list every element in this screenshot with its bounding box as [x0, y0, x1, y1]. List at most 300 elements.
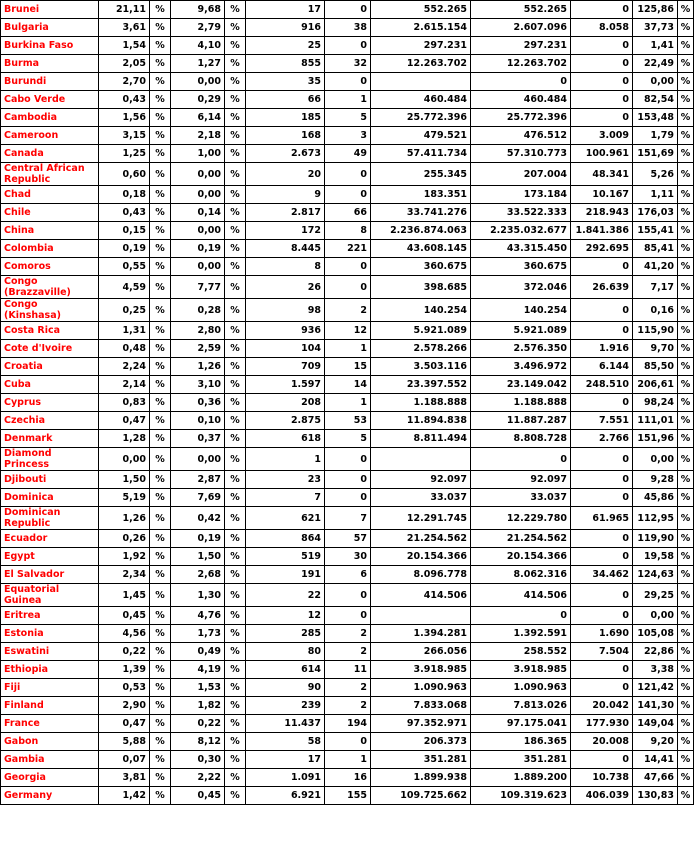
total-cell: 552.265: [371, 1, 471, 19]
count-a-cell: 2.875: [246, 412, 325, 430]
ratio-cell: 111,01: [633, 412, 678, 430]
ratio-cell: 176,03: [633, 204, 678, 222]
rate-b-cell: 0,45: [171, 787, 225, 805]
total-cell: 2.615.154: [371, 19, 471, 37]
ratio-cell: 0,00: [633, 73, 678, 91]
total-cell: 12.291.745: [371, 507, 471, 530]
part-cell: 12.229.780: [471, 507, 571, 530]
pct-a-cell: %: [150, 376, 171, 394]
pct-b-cell: %: [225, 643, 246, 661]
pct-a-cell: %: [150, 697, 171, 715]
total-cell: 360.675: [371, 258, 471, 276]
pct-b-cell: %: [225, 240, 246, 258]
part-cell: 92.097: [471, 471, 571, 489]
rate-b-cell: 2,59: [171, 340, 225, 358]
country-cell: Diamond Princess: [1, 448, 99, 471]
count-a-cell: 618: [246, 430, 325, 448]
country-cell: Comoros: [1, 258, 99, 276]
part-cell: 372.046: [471, 276, 571, 299]
rate-b-cell: 2,18: [171, 127, 225, 145]
pct-c-cell: %: [678, 73, 694, 91]
total-cell: 3.918.985: [371, 661, 471, 679]
count-a-cell: 2.817: [246, 204, 325, 222]
rate-b-cell: 0,49: [171, 643, 225, 661]
part-cell: 2.235.032.677: [471, 222, 571, 240]
remaining-cell: 0: [571, 751, 633, 769]
total-cell: 20.154.366: [371, 548, 471, 566]
count-b-cell: 30: [325, 548, 371, 566]
rate-b-cell: 2,80: [171, 322, 225, 340]
pct-c-cell: %: [678, 358, 694, 376]
table-row: [1, 566, 694, 584]
total-cell: 1.090.963: [371, 679, 471, 697]
rate-b-cell: 0,00: [171, 222, 225, 240]
rate-a-cell: 21,11: [99, 1, 150, 19]
pct-c-cell: %: [678, 204, 694, 222]
table-row: [1, 186, 694, 204]
count-b-cell: 0: [325, 73, 371, 91]
country-cell: Equatorial Guinea: [1, 584, 99, 607]
count-a-cell: 23: [246, 471, 325, 489]
count-a-cell: 208: [246, 394, 325, 412]
pct-c-cell: %: [678, 186, 694, 204]
total-cell: 2.578.266: [371, 340, 471, 358]
total-cell: 7.833.068: [371, 697, 471, 715]
pct-a-cell: %: [150, 394, 171, 412]
count-b-cell: 5: [325, 430, 371, 448]
rate-b-cell: 1,53: [171, 679, 225, 697]
table-row: [1, 679, 694, 697]
country-cell: France: [1, 715, 99, 733]
remaining-cell: 0: [571, 73, 633, 91]
ratio-cell: 121,42: [633, 679, 678, 697]
rate-a-cell: 0,22: [99, 643, 150, 661]
table-row: [1, 127, 694, 145]
ratio-cell: 149,04: [633, 715, 678, 733]
table-row: [1, 643, 694, 661]
rate-a-cell: 1,31: [99, 322, 150, 340]
table-row: [1, 548, 694, 566]
total-cell: 414.506: [371, 584, 471, 607]
remaining-cell: 1.690: [571, 625, 633, 643]
rate-a-cell: 0,07: [99, 751, 150, 769]
ratio-cell: 0,00: [633, 448, 678, 471]
pct-a-cell: %: [150, 661, 171, 679]
count-a-cell: 864: [246, 530, 325, 548]
pct-a-cell: %: [150, 448, 171, 471]
total-cell: 33.037: [371, 489, 471, 507]
pct-b-cell: %: [225, 127, 246, 145]
table-row: [1, 299, 694, 322]
rate-a-cell: 3,81: [99, 769, 150, 787]
rate-b-cell: 4,19: [171, 661, 225, 679]
total-cell: [371, 448, 471, 471]
pct-a-cell: %: [150, 715, 171, 733]
country-cell: Georgia: [1, 769, 99, 787]
country-cell: Chile: [1, 204, 99, 222]
remaining-cell: 20.042: [571, 697, 633, 715]
rate-b-cell: 0,19: [171, 530, 225, 548]
count-a-cell: 98: [246, 299, 325, 322]
part-cell: 140.254: [471, 299, 571, 322]
count-a-cell: 66: [246, 91, 325, 109]
count-a-cell: 709: [246, 358, 325, 376]
table-row: [1, 1, 694, 19]
total-cell: 479.521: [371, 127, 471, 145]
remaining-cell: 100.961: [571, 145, 633, 163]
rate-b-cell: 1,50: [171, 548, 225, 566]
rate-a-cell: 0,19: [99, 240, 150, 258]
remaining-cell: 6.144: [571, 358, 633, 376]
total-cell: 11.894.838: [371, 412, 471, 430]
ratio-cell: 29,25: [633, 584, 678, 607]
pct-c-cell: %: [678, 607, 694, 625]
ratio-cell: 155,41: [633, 222, 678, 240]
count-a-cell: 20: [246, 163, 325, 186]
pct-b-cell: %: [225, 715, 246, 733]
count-a-cell: 12: [246, 607, 325, 625]
count-a-cell: 916: [246, 19, 325, 37]
table-row: [1, 471, 694, 489]
rate-b-cell: 1,27: [171, 55, 225, 73]
count-b-cell: 0: [325, 489, 371, 507]
pct-b-cell: %: [225, 222, 246, 240]
ratio-cell: 19,58: [633, 548, 678, 566]
table-row: [1, 394, 694, 412]
rate-a-cell: 4,56: [99, 625, 150, 643]
count-b-cell: 0: [325, 258, 371, 276]
ratio-cell: 124,63: [633, 566, 678, 584]
remaining-cell: 406.039: [571, 787, 633, 805]
count-b-cell: 221: [325, 240, 371, 258]
rate-a-cell: 0,60: [99, 163, 150, 186]
pct-b-cell: %: [225, 471, 246, 489]
table-row: [1, 204, 694, 222]
part-cell: 8.808.728: [471, 430, 571, 448]
rate-a-cell: 0,53: [99, 679, 150, 697]
part-cell: 33.037: [471, 489, 571, 507]
remaining-cell: 0: [571, 530, 633, 548]
total-cell: 398.685: [371, 276, 471, 299]
part-cell: 1.889.200: [471, 769, 571, 787]
count-b-cell: 0: [325, 163, 371, 186]
total-cell: 1.394.281: [371, 625, 471, 643]
table-row: [1, 448, 694, 471]
pct-a-cell: %: [150, 607, 171, 625]
pct-c-cell: %: [678, 340, 694, 358]
pct-a-cell: %: [150, 643, 171, 661]
count-a-cell: 104: [246, 340, 325, 358]
country-cell: Djibouti: [1, 471, 99, 489]
rate-a-cell: 0,25: [99, 299, 150, 322]
pct-c-cell: %: [678, 584, 694, 607]
pct-a-cell: %: [150, 625, 171, 643]
part-cell: 351.281: [471, 751, 571, 769]
total-cell: 140.254: [371, 299, 471, 322]
pct-a-cell: %: [150, 186, 171, 204]
table-row: [1, 584, 694, 607]
rate-a-cell: 0,45: [99, 607, 150, 625]
pct-c-cell: %: [678, 412, 694, 430]
count-b-cell: 2: [325, 697, 371, 715]
count-b-cell: 57: [325, 530, 371, 548]
rate-b-cell: 0,22: [171, 715, 225, 733]
count-a-cell: 25: [246, 37, 325, 55]
table-row: [1, 163, 694, 186]
pct-a-cell: %: [150, 471, 171, 489]
count-a-cell: 855: [246, 55, 325, 73]
ratio-cell: 85,50: [633, 358, 678, 376]
total-cell: [371, 607, 471, 625]
rate-b-cell: 0,00: [171, 448, 225, 471]
country-cell: Egypt: [1, 548, 99, 566]
pct-b-cell: %: [225, 19, 246, 37]
pct-c-cell: %: [678, 715, 694, 733]
table-row: [1, 240, 694, 258]
ratio-cell: 82,54: [633, 91, 678, 109]
count-a-cell: 621: [246, 507, 325, 530]
rate-b-cell: 7,69: [171, 489, 225, 507]
count-b-cell: 0: [325, 607, 371, 625]
rate-b-cell: 0,00: [171, 258, 225, 276]
pct-a-cell: %: [150, 412, 171, 430]
count-b-cell: 1: [325, 394, 371, 412]
part-cell: 0: [471, 607, 571, 625]
ratio-cell: 115,90: [633, 322, 678, 340]
pct-b-cell: %: [225, 507, 246, 530]
pct-c-cell: %: [678, 55, 694, 73]
part-cell: 1.090.963: [471, 679, 571, 697]
table-row: [1, 340, 694, 358]
rate-b-cell: 6,14: [171, 109, 225, 127]
pct-c-cell: %: [678, 733, 694, 751]
total-cell: 33.741.276: [371, 204, 471, 222]
table-row: [1, 625, 694, 643]
count-a-cell: 90: [246, 679, 325, 697]
rate-a-cell: 0,48: [99, 340, 150, 358]
part-cell: 7.813.026: [471, 697, 571, 715]
remaining-cell: 0: [571, 448, 633, 471]
total-cell: 5.921.089: [371, 322, 471, 340]
table-row: [1, 145, 694, 163]
count-b-cell: 15: [325, 358, 371, 376]
country-cell: Burkina Faso: [1, 37, 99, 55]
table-row: [1, 751, 694, 769]
country-cell: Costa Rica: [1, 322, 99, 340]
table-row: [1, 37, 694, 55]
count-a-cell: 191: [246, 566, 325, 584]
pct-b-cell: %: [225, 394, 246, 412]
rate-a-cell: 1,25: [99, 145, 150, 163]
pct-b-cell: %: [225, 340, 246, 358]
ratio-cell: 153,48: [633, 109, 678, 127]
pct-b-cell: %: [225, 566, 246, 584]
part-cell: 25.772.396: [471, 109, 571, 127]
table-row: [1, 55, 694, 73]
pct-c-cell: %: [678, 507, 694, 530]
rate-a-cell: 5,19: [99, 489, 150, 507]
count-b-cell: 1: [325, 751, 371, 769]
rate-a-cell: 1,39: [99, 661, 150, 679]
count-b-cell: 5: [325, 109, 371, 127]
part-cell: 109.319.623: [471, 787, 571, 805]
count-b-cell: 194: [325, 715, 371, 733]
table-row: [1, 489, 694, 507]
remaining-cell: 7.551: [571, 412, 633, 430]
country-cell: Dominica: [1, 489, 99, 507]
pct-c-cell: %: [678, 530, 694, 548]
part-cell: 8.062.316: [471, 566, 571, 584]
rate-a-cell: 1,50: [99, 471, 150, 489]
pct-c-cell: %: [678, 643, 694, 661]
part-cell: 2.576.350: [471, 340, 571, 358]
count-b-cell: 2: [325, 299, 371, 322]
pct-c-cell: %: [678, 109, 694, 127]
table-row: [1, 769, 694, 787]
ratio-cell: 1,79: [633, 127, 678, 145]
remaining-cell: 10.738: [571, 769, 633, 787]
rate-b-cell: 1,26: [171, 358, 225, 376]
rate-b-cell: 9,68: [171, 1, 225, 19]
pct-c-cell: %: [678, 394, 694, 412]
country-cell: Czechia: [1, 412, 99, 430]
part-cell: 23.149.042: [471, 376, 571, 394]
part-cell: 33.522.333: [471, 204, 571, 222]
table-row: [1, 276, 694, 299]
remaining-cell: 292.695: [571, 240, 633, 258]
rate-a-cell: 2,05: [99, 55, 150, 73]
total-cell: 3.503.116: [371, 358, 471, 376]
rate-b-cell: 2,22: [171, 769, 225, 787]
remaining-cell: 8.058: [571, 19, 633, 37]
rate-a-cell: 1,92: [99, 548, 150, 566]
remaining-cell: 0: [571, 584, 633, 607]
count-a-cell: 285: [246, 625, 325, 643]
table-row: [1, 19, 694, 37]
remaining-cell: 0: [571, 299, 633, 322]
rate-b-cell: 2,68: [171, 566, 225, 584]
pct-c-cell: %: [678, 19, 694, 37]
ratio-cell: 45,86: [633, 489, 678, 507]
part-cell: 57.310.773: [471, 145, 571, 163]
country-cell: Germany: [1, 787, 99, 805]
remaining-cell: 0: [571, 322, 633, 340]
country-cell: Denmark: [1, 430, 99, 448]
pct-a-cell: %: [150, 109, 171, 127]
pct-a-cell: %: [150, 548, 171, 566]
total-cell: 8.096.778: [371, 566, 471, 584]
pct-a-cell: %: [150, 163, 171, 186]
pct-a-cell: %: [150, 276, 171, 299]
rate-b-cell: 0,19: [171, 240, 225, 258]
rate-a-cell: 0,43: [99, 204, 150, 222]
remaining-cell: 7.504: [571, 643, 633, 661]
pct-b-cell: %: [225, 412, 246, 430]
part-cell: 414.506: [471, 584, 571, 607]
pct-a-cell: %: [150, 91, 171, 109]
rate-b-cell: 4,10: [171, 37, 225, 55]
country-cell: Burundi: [1, 73, 99, 91]
country-cell: Brunei: [1, 1, 99, 19]
country-cell: Fiji: [1, 679, 99, 697]
country-cell: Eritrea: [1, 607, 99, 625]
pct-b-cell: %: [225, 661, 246, 679]
pct-b-cell: %: [225, 530, 246, 548]
pct-a-cell: %: [150, 751, 171, 769]
pct-b-cell: %: [225, 204, 246, 222]
remaining-cell: 177.930: [571, 715, 633, 733]
pct-c-cell: %: [678, 37, 694, 55]
remaining-cell: 248.510: [571, 376, 633, 394]
table-row: [1, 358, 694, 376]
rate-b-cell: 0,30: [171, 751, 225, 769]
part-cell: 552.265: [471, 1, 571, 19]
pct-b-cell: %: [225, 73, 246, 91]
rate-a-cell: 0,55: [99, 258, 150, 276]
count-b-cell: 8: [325, 222, 371, 240]
rate-a-cell: 0,47: [99, 715, 150, 733]
pct-c-cell: %: [678, 276, 694, 299]
rate-a-cell: 2,34: [99, 566, 150, 584]
count-a-cell: 35: [246, 73, 325, 91]
ratio-cell: 41,20: [633, 258, 678, 276]
ratio-cell: 206,61: [633, 376, 678, 394]
part-cell: 3.918.985: [471, 661, 571, 679]
part-cell: 5.921.089: [471, 322, 571, 340]
pct-b-cell: %: [225, 751, 246, 769]
pct-c-cell: %: [678, 299, 694, 322]
ratio-cell: 98,24: [633, 394, 678, 412]
remaining-cell: 26.639: [571, 276, 633, 299]
pct-b-cell: %: [225, 1, 246, 19]
ratio-cell: 1,41: [633, 37, 678, 55]
count-a-cell: 185: [246, 109, 325, 127]
remaining-cell: 0: [571, 679, 633, 697]
rate-a-cell: 2,14: [99, 376, 150, 394]
rate-a-cell: 0,47: [99, 412, 150, 430]
total-cell: [371, 73, 471, 91]
pct-b-cell: %: [225, 276, 246, 299]
rate-a-cell: 1,56: [99, 109, 150, 127]
pct-c-cell: %: [678, 566, 694, 584]
count-b-cell: 2: [325, 625, 371, 643]
rate-b-cell: 3,10: [171, 376, 225, 394]
ratio-cell: 0,16: [633, 299, 678, 322]
country-cell: El Salvador: [1, 566, 99, 584]
rate-a-cell: 2,24: [99, 358, 150, 376]
rate-b-cell: 0,14: [171, 204, 225, 222]
ratio-cell: 85,41: [633, 240, 678, 258]
count-a-cell: 614: [246, 661, 325, 679]
pct-c-cell: %: [678, 448, 694, 471]
remaining-cell: 0: [571, 471, 633, 489]
pct-a-cell: %: [150, 584, 171, 607]
remaining-cell: 0: [571, 91, 633, 109]
total-cell: 1.188.888: [371, 394, 471, 412]
part-cell: 12.263.702: [471, 55, 571, 73]
count-b-cell: 0: [325, 1, 371, 19]
pct-b-cell: %: [225, 109, 246, 127]
ratio-cell: 22,86: [633, 643, 678, 661]
rate-b-cell: 4,76: [171, 607, 225, 625]
pct-c-cell: %: [678, 661, 694, 679]
count-b-cell: 32: [325, 55, 371, 73]
count-a-cell: 22: [246, 584, 325, 607]
table-body: [1, 1, 694, 805]
country-cell: Dominican Republic: [1, 507, 99, 530]
table-row: [1, 530, 694, 548]
count-a-cell: 1.091: [246, 769, 325, 787]
